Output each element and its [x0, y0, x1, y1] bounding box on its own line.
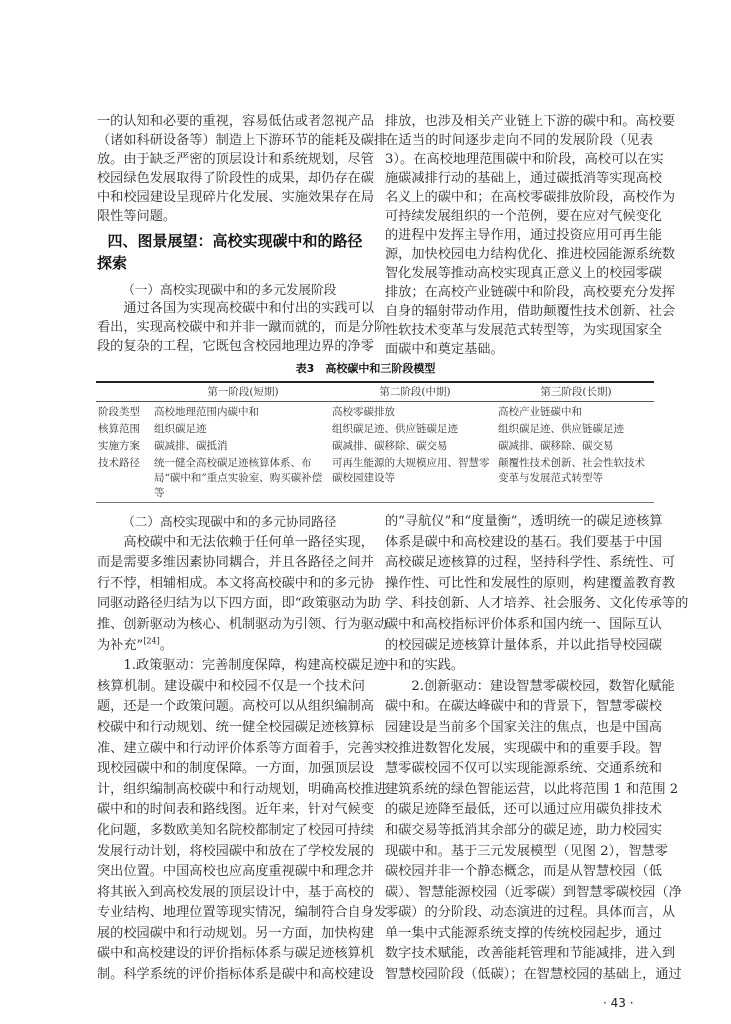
line-text: 化问题，多数欧美知名院校都制定了校园可持续 [97, 822, 374, 838]
text-line [385, 594, 689, 615]
text-line [97, 337, 374, 356]
table-cell: 颠覆性技术创新、社会性软技术变革与发展范式转型等 [498, 457, 645, 484]
line-text: 数字技术赋能，改善能耗管理和节能减排，进入到 [385, 946, 676, 962]
table-title: 表3 高校碳中和三阶段模型 [295, 362, 436, 375]
text-line [97, 965, 374, 986]
text-line [385, 169, 662, 188]
text-line [385, 150, 664, 169]
text-line [97, 739, 388, 760]
table-cell: 组织碳足迹 [154, 423, 207, 435]
table-row [96, 455, 654, 503]
bottom-left-column [97, 512, 388, 986]
table-cell: 碳减排、碳抵消 [154, 440, 228, 452]
line-text: 高校碳中和无法依赖于任何单一路径实现， [123, 534, 374, 550]
line-text: 的进程中发挥主导作用，通过投资应用可再生能 [385, 228, 662, 243]
line-text: 慧零碳校园不仅可以实现能源系统、交通系统和 [385, 761, 662, 777]
text-line [97, 512, 365, 533]
line-text: 一的认知和必要的重视，容易低估或者忽视产品 [97, 114, 374, 129]
text-line [385, 656, 653, 677]
top-left-subsection [97, 280, 388, 356]
text-line [385, 903, 676, 924]
table-header [96, 382, 154, 402]
line-text: 现碳中和。基于三元发展模型（见图 2），智慧零 [385, 843, 668, 859]
table-cell: 碳减排、碳移除、碳交易 [498, 440, 614, 452]
table-row [96, 402, 654, 422]
line-text: 高校碳足迹核算的过程，坚持科学性、系统性、可 [385, 555, 676, 571]
line-text: 2.创新驱动：建设智慧零碳校园，数智化赋能 [411, 678, 675, 694]
line-text: 放。由于缺乏严密的顶层设计和系统规划，尽管 [97, 152, 374, 167]
text-line [385, 207, 662, 226]
text-line [97, 615, 388, 636]
text-line [97, 759, 374, 780]
line-text: 专业结构、地理位置等现实情况，编制符合自身发 [97, 905, 388, 921]
line-text: 中和校园建设呈现碎片化发展、实施效果存在局 [97, 190, 374, 205]
line-text: 建筑系统的绿色智能运营，以此将范围 1 和范围 2 [385, 781, 679, 797]
line-text: 计，组织编制高校碳中和行动规划，明确高校推进 [97, 781, 388, 797]
text-line [385, 264, 662, 283]
line-text: 而是需要多维因素协同耦合，并且各路径之间并 [97, 555, 374, 571]
text-line [97, 188, 374, 207]
line-text: （诸如科研设备等）制造上下游环节的能耗及碳排 [97, 133, 388, 148]
row-label: 实施方案 [98, 440, 140, 452]
line-text: （一）高校实现碳中和的多元发展阶段 [122, 282, 337, 297]
table-header: 第三阶段(长期) [498, 382, 654, 402]
line-text: 面碳中和奠定基础。 [385, 342, 504, 357]
line-text: 单一集中式能源系统支撑的传统校园起步，通过 [385, 925, 662, 941]
line-text: 碳中和高校建设的评价指标体系与碳足迹核算机 [97, 946, 374, 962]
line-text: 现校园碳中和的制度保障。一方面，加强顶层设 [97, 761, 374, 777]
text-line [97, 842, 374, 863]
line-text: 通过各国为实现高校碳中和付出的实践可以 [123, 301, 374, 316]
table-cell: 碳减排、碳移除、碳交易 [332, 440, 448, 452]
text-line [97, 903, 388, 924]
line-text: 准、建立碳中和行动评价体系等方面着手，完善实 [97, 740, 388, 756]
line-text: 自身的辐射带动作用，借助颠覆性技术创新、社会 [385, 304, 676, 319]
table-row [96, 421, 654, 438]
text-line [97, 574, 374, 595]
line-text: 碳）、智慧能源校园（近零碳）到智慧零碳校园（净 [385, 884, 682, 900]
text-line [385, 883, 682, 904]
table-cell: 统一健全高校碳足迹核算体系、布局“碳中和”重点实验室、购买碳补偿等 [154, 457, 323, 499]
line-text: 体系是碳中和高校建设的基石。我们要基于中国 [385, 534, 662, 550]
section-heading [97, 230, 365, 274]
row-label: 核算范围 [98, 423, 140, 435]
line-text: 智化发展等推动高校实现真正意义上的校园零碳 [385, 266, 662, 281]
line-text: 。 [159, 637, 173, 653]
line-text: 施碳减排行动的基础上，通过碳抵消等实现高校 [385, 171, 662, 186]
line-text: 制。科学系统的评价指标体系是碳中和高校建设 [97, 967, 374, 983]
line-text: 排放，也涉及相关产业链上下游的碳中和。高校要 [385, 114, 676, 129]
line-text: 性软技术变革与发展范式转型等，为实现国家全 [385, 323, 662, 338]
line-text: 排放；在高校产业链碳中和阶段，高校要充分发挥 [385, 285, 676, 300]
text-line [385, 321, 662, 340]
line-text: 核算机制。建设碳中和校园不仅是一个技术问 [97, 678, 365, 694]
text-line [97, 656, 387, 677]
table-cell: 高校地理范围内碳中和 [154, 406, 259, 418]
text-line [385, 512, 663, 533]
line-text: 段的复杂的工程，它既包含校园地理边界的净零 [97, 339, 374, 354]
text-line [385, 533, 662, 554]
text-line [97, 533, 374, 554]
text-line [385, 944, 676, 965]
stage-model-table [96, 381, 654, 503]
line-text: 3）。在高校地理范围碳中和阶段，高校可以在实 [385, 152, 664, 167]
text-line [385, 226, 662, 245]
line-text: （二）高校实现碳中和的多元协同路径 [122, 514, 337, 529]
text-line [97, 944, 374, 965]
text-line [97, 697, 374, 718]
text-line [385, 800, 662, 821]
line-text: 的“寻航仪”和“度量衡”，透明统一的碳足迹核算 [385, 514, 663, 529]
line-text: 可持续发展组织的一个范例，要在应对气候变化 [385, 209, 662, 224]
text-line [97, 677, 365, 698]
text-line [385, 697, 662, 718]
table-header: 第一阶段(短期) [154, 382, 332, 402]
text-line [385, 821, 662, 842]
text-line [385, 862, 662, 883]
line-text: 碳中和的时间表和路线图。近年来，针对气候变 [97, 802, 374, 818]
line-text: 为补充” [97, 637, 144, 653]
line-text: 校园绿色发展取得了阶段性的成果，却仍存在碳 [97, 171, 374, 186]
text-line [97, 207, 365, 226]
line-text: 展的校园碳中和行动规划。另一方面，加快构建 [97, 925, 374, 941]
text-line [97, 318, 388, 337]
table-header: 第二阶段(中期) [332, 382, 498, 402]
line-text: 名义上的碳中和；在高校零碳排放阶段，高校作为 [385, 190, 676, 205]
text-line [97, 821, 374, 842]
line-text: 智慧校园阶段（低碳）；在智慧校园的基础上，通过 [385, 967, 682, 983]
text-line [385, 553, 676, 574]
text-line [97, 150, 374, 169]
text-line [385, 718, 662, 739]
line-text: 1.政策驱动：完善制度保障，构建高校碳足迹 [123, 658, 387, 674]
line-text: 看出，实现高校碳中和并非一蹴而就的，而是分阶 [97, 320, 388, 335]
text-line [385, 965, 682, 986]
text-line [97, 800, 374, 821]
text-line [385, 636, 662, 657]
text-line [385, 340, 653, 359]
text-line [385, 615, 662, 636]
table-cell: 高校产业链碳中和 [498, 406, 582, 418]
section-heading-line: 四、图景展望：高校实现碳中和的路径 [107, 232, 363, 250]
line-text: 中和的实践。 [385, 658, 465, 674]
row-label: 技术路径 [98, 457, 140, 469]
text-line [385, 739, 662, 760]
table-cell: 高校零碳排放 [332, 406, 395, 418]
text-line [385, 924, 662, 945]
line-text: 将其嵌入到高校发展的顶层设计中，基于高校的 [97, 884, 374, 900]
text-line [385, 188, 676, 207]
text-line [385, 780, 679, 801]
line-text: 在适当的时间逐步走向不同的发展阶段（见表 [385, 133, 653, 148]
text-line [97, 636, 365, 657]
text-line [385, 759, 662, 780]
line-text: 突出位置。中国高校也应高度重视碳中和理念并 [97, 864, 374, 880]
line-text: 学、科技创新、人才培养、社会服务、文化传承等的 [385, 596, 689, 612]
line-text: 行不悖，相辅相成。本文将高校碳中和的多元协 [97, 575, 374, 591]
text-line [385, 112, 676, 131]
line-text: 同驱动路径归结为以下四方面，即“政策驱动为助 [97, 596, 381, 612]
top-left-paragraph [97, 112, 388, 226]
line-text: 碳校园并非一个静态概念，而是从智慧校园（低 [385, 864, 662, 880]
text-line [385, 302, 676, 321]
text-line [97, 280, 365, 299]
text-line [385, 131, 653, 150]
text-line [385, 842, 668, 863]
line-text: 的碳足迹降至最低，还可以通过应用碳负排技术 [385, 802, 662, 818]
text-line [97, 718, 374, 739]
line-text: 操作性、可比性和发展性的原则，构建覆盖教育教 [385, 575, 676, 591]
citation-ref: [24] [143, 636, 160, 646]
line-text: 碳中和高校指标评价体系和国内统一、国际互认 [385, 616, 662, 632]
line-text: 碳中和。在碳达峰碳中和的背景下，智慧零碳校 [385, 699, 662, 715]
line-text: 校碳中和行动规划、统一健全校园碳足迹核算标 [97, 719, 374, 735]
text-line [385, 677, 675, 698]
line-text: 限性等问题。 [97, 209, 177, 224]
line-text: 的校园碳足迹核算计量体系，并以此指导校园碳 [385, 637, 662, 653]
text-line [97, 553, 374, 574]
line-text: 题，还是一个政策问题。高校可以从组织编制高 [97, 699, 374, 715]
text-line [385, 245, 676, 264]
top-right-paragraph [385, 112, 676, 359]
table-cell: 组织碳足迹、供应链碳足迹 [498, 423, 624, 435]
line-text: 零碳）的分阶段、动态演进的过程。具体而言，从 [385, 905, 676, 921]
table-row [96, 438, 654, 455]
line-text: 源，加快校园电力结构优化、推进校园能源系统数 [385, 247, 676, 262]
line-text: 园建设是当前多个国家关注的焦点，也是中国高 [385, 719, 662, 735]
line-text: 校推进数智化发展，实现碳中和的重要手段。智 [385, 740, 662, 756]
text-line [97, 131, 388, 150]
section-heading-line: 探索 [97, 254, 128, 272]
line-text: 和碳交易等抵消其余部分的碳足迹，助力校园实 [385, 822, 662, 838]
bottom-right-column [385, 512, 689, 986]
text-line [97, 112, 374, 131]
line-text: 发展行动计划，将校园碳中和放在了学校发展的 [97, 843, 374, 859]
row-label: 阶段类型 [98, 406, 140, 418]
text-line [97, 594, 381, 615]
line-text: 推、创新驱动为核心、机制驱动为引领、行为驱动 [97, 616, 388, 632]
table-cell: 可再生能源的大规模应用、智慧零碳校园建设等 [332, 457, 490, 484]
table-header-row [96, 382, 654, 402]
text-line [97, 883, 374, 904]
text-line [97, 862, 374, 883]
text-line [97, 924, 374, 945]
text-line [97, 780, 388, 801]
text-line [97, 169, 374, 188]
text-line [97, 299, 374, 318]
page-number: · 43 · [603, 996, 634, 1010]
text-line [385, 283, 676, 302]
text-line [385, 574, 676, 595]
table-cell: 组织碳足迹、供应链碳足迹 [332, 423, 458, 435]
